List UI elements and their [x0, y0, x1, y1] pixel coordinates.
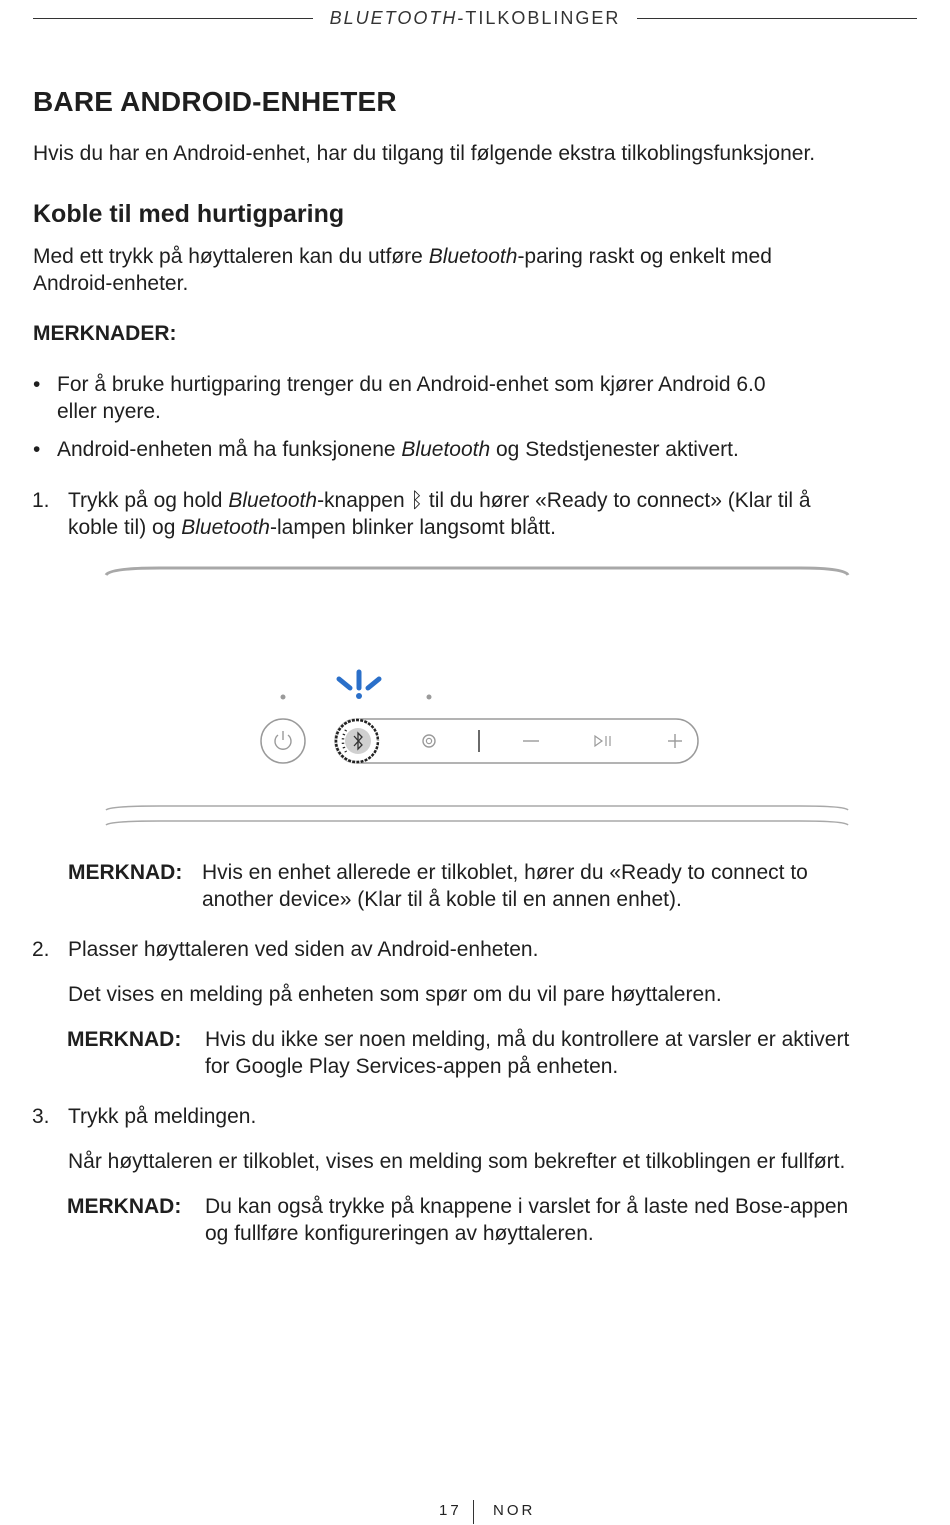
step3-text: Trykk på meldingen.: [68, 1105, 257, 1128]
step-2: [32, 936, 539, 963]
note-label: MERKNAD:: [67, 1195, 182, 1218]
subsection-intro: [33, 243, 772, 297]
note-bullet-1: [33, 371, 766, 425]
action-light-dot: [427, 695, 432, 700]
bluetooth-icon: ᛒ: [410, 489, 424, 512]
note-label: MERKNAD:: [68, 861, 183, 884]
speaker-bottom-edge-1: [106, 806, 848, 810]
intro-post: -paring raskt og enkelt med: [517, 245, 772, 268]
note2-line1: Hvis du ikke ser noen melding, må du kontrollere at varsler er aktivert: [205, 1028, 850, 1051]
step-1: [32, 487, 811, 541]
bullet-dot: •: [33, 373, 41, 396]
step-2-sub: Det vises en melding på enheten som spør om du vil pare høyttaleren.: [68, 983, 722, 1006]
bullet-dot: •: [33, 438, 41, 461]
header-title-italic: BLUETOOTH: [329, 8, 458, 28]
bluetooth-light-blink-icon: [339, 672, 379, 699]
control-bar: [335, 719, 698, 763]
note-1: [68, 859, 928, 913]
bullet2-italic: Bluetooth: [401, 438, 491, 461]
note1-line2: another device» (Klar til å koble til en annen enhet).: [202, 888, 682, 911]
power-button[interactable]: [261, 719, 305, 763]
note3-line2: og fullføre konfigureringen av høyttaleren.: [205, 1222, 594, 1245]
note-bullet-2: [33, 436, 739, 463]
bullet2-pre: Android-enheten må ha funksjonene: [57, 438, 402, 461]
section-intro: Hvis du har en Android-enhet, har du tilgang til følgende ekstra tilkoblingsfunksjoner.: [33, 142, 816, 165]
note3-line1: Du kan også trykke på knappene i varslet for å laste ned Bose-appen: [205, 1195, 849, 1218]
note-label: MERKNAD:: [67, 1028, 182, 1051]
intro-italic: Bluetooth: [428, 245, 518, 268]
note-2: [67, 1026, 937, 1080]
step1-line2-italic: Bluetooth: [181, 516, 270, 539]
note2-line2: for Google Play Services-appen på enheten.: [205, 1055, 619, 1078]
step1-pre: Trykk på og hold: [68, 489, 229, 512]
bullet1-line2: eller nyere.: [57, 400, 161, 423]
step1-line2-post: -lampen blinker langsomt blått.: [269, 516, 556, 539]
speaker-bottom-edge-2: [106, 821, 848, 825]
bullet1-line1: For å bruke hurtigparing trenger du en Android-enhet som kjører Android 6.0: [57, 373, 766, 396]
intro-line2: Android-enheter.: [33, 272, 189, 295]
footer-divider: [473, 1500, 474, 1524]
bullet2-post: og Stedstjenester aktivert.: [490, 438, 739, 461]
step1-mid: -knappen: [317, 489, 411, 512]
bluetooth-button[interactable]: [336, 720, 378, 762]
note1-line1: Hvis en enhet allerede er tilkoblet, hører du «Ready to connect to: [202, 861, 808, 884]
step2-text: Plasser høyttaleren ved siden av Android-enheten.: [68, 938, 539, 961]
step1-italic: Bluetooth: [228, 489, 318, 512]
speaker-top-edge: [106, 568, 848, 575]
speaker-illustration: [100, 560, 860, 835]
intro-pre: Med ett trykk på høyttaleren kan du utføre: [33, 245, 429, 268]
language-code: NOR: [493, 1502, 536, 1519]
step-number: 1.: [32, 489, 50, 512]
page-header: [0, 8, 950, 29]
subsection-title: Koble til med hurtigparing: [33, 200, 345, 228]
power-light-dot: [281, 695, 286, 700]
note-3: [67, 1193, 937, 1247]
step1-post: til du hører «Ready to connect» (Klar til å: [423, 489, 811, 512]
step1-line2-pre: koble til) og: [68, 516, 182, 539]
step-number: 2.: [32, 938, 50, 961]
notes-heading: MERKNADER:: [33, 322, 177, 345]
page-number: 17: [439, 1502, 462, 1519]
header-title-rest: -TILKOBLINGER: [457, 8, 621, 28]
step-number: 3.: [32, 1105, 50, 1128]
section-title: BARE ANDROID-ENHETER: [33, 86, 397, 117]
step-3: [32, 1103, 257, 1130]
step-3-sub: Når høyttaleren er tilkoblet, vises en melding som bekrefter et tilkoblingen er fullført.: [68, 1150, 846, 1173]
